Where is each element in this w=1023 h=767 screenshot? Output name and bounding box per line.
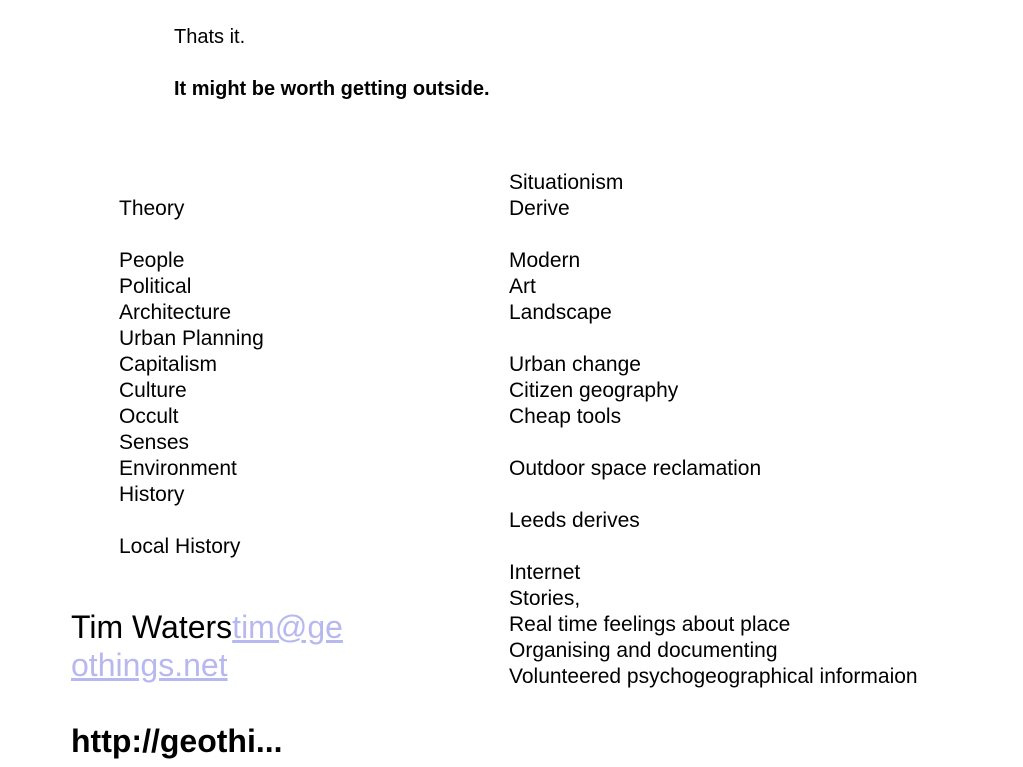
list-item: Architecture	[119, 301, 232, 324]
list-spacer	[509, 222, 918, 248]
list-item: Occult	[119, 405, 179, 428]
list-item: Modern	[509, 249, 581, 272]
list-item: Theory	[119, 197, 185, 220]
list-item: Organising and documenting	[509, 639, 778, 662]
list-item: Stories,	[509, 587, 581, 610]
list-item: Senses	[119, 431, 190, 454]
list-item: Internet	[509, 561, 581, 584]
list-item: Urban change	[509, 353, 641, 376]
topics-right-column	[509, 170, 918, 690]
author-name: Tim Waters	[71, 609, 233, 645]
email-link[interactable]: tim@geothings.net	[71, 609, 343, 683]
list-item: Capitalism	[119, 353, 218, 376]
list-item: History	[119, 483, 185, 506]
list-item: Culture	[119, 379, 187, 402]
list-spacer	[119, 222, 264, 248]
list-item: Art	[509, 275, 536, 298]
list-item: Derive	[509, 197, 570, 220]
list-item: Environment	[119, 457, 237, 480]
list-spacer	[509, 326, 918, 352]
list-item: Political	[119, 275, 192, 298]
list-item: Outdoor space reclamation	[509, 457, 762, 480]
list-item: Citizen geography	[509, 379, 679, 402]
list-item: People	[119, 249, 185, 272]
list-item: Urban Planning	[119, 327, 264, 350]
website-url[interactable]: http://geothi...	[71, 723, 283, 759]
list-item: Real time feelings about place	[509, 613, 791, 636]
intro-line-2: It might be worth getting outside.	[174, 78, 490, 100]
list-item: Local History	[119, 535, 241, 558]
list-spacer	[509, 430, 918, 456]
list-spacer	[509, 534, 918, 560]
list-spacer	[509, 482, 918, 508]
contact-block	[71, 608, 356, 760]
list-item: Cheap tools	[509, 405, 622, 428]
list-item: Situationism	[509, 171, 624, 194]
list-item: Leeds derives	[509, 509, 640, 532]
list-item: Volunteered psychogeographical informaion	[509, 665, 918, 688]
list-spacer	[119, 508, 264, 534]
topics-left-column	[119, 196, 264, 560]
list-item: Landscape	[509, 301, 612, 324]
intro-line-1: Thats it.	[174, 26, 246, 48]
